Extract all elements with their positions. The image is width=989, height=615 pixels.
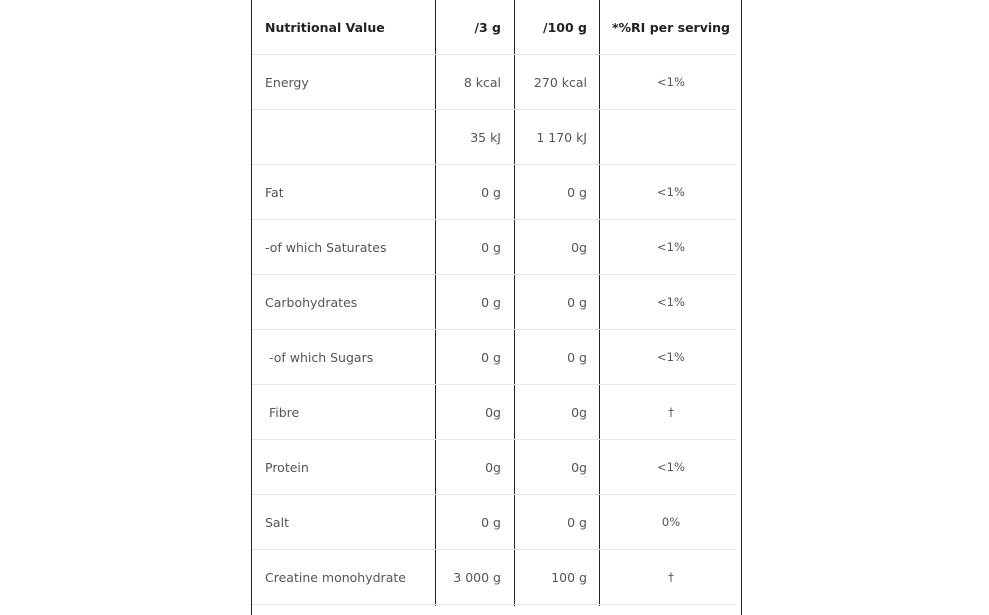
table-row [252,275,741,330]
value-per-serving: 8 kcal [463,75,501,90]
value-per-100g: 0g [571,405,587,420]
header-per-serving: /3 g [474,20,501,35]
value-ri: <1% [657,240,685,254]
nutrient-name: Salt [265,515,289,530]
value-per-serving: 0 g [481,295,501,310]
value-per-100g: 0 g [567,350,587,365]
value-per-100g: 0 g [567,515,587,530]
value-per-serving: 0 g [481,515,501,530]
value-per-100g: 1 170 kJ [536,130,587,145]
value-ri: † [668,570,674,584]
value-per-serving: 0 g [481,240,501,255]
nutrient-name: Creatine monohydrate [265,570,406,585]
table-row [252,110,741,165]
header-ri-per-serving: *%RI per serving [612,20,730,35]
nutrient-name: Protein [265,460,309,475]
table-row [252,385,741,440]
value-per-100g: 0 g [567,295,587,310]
value-ri: <1% [657,295,685,309]
value-ri: <1% [657,460,685,474]
value-per-100g: 100 g [551,570,587,585]
nutrient-name: Fibre [265,405,300,420]
value-per-serving: 35 kJ [470,130,501,145]
value-ri: <1% [657,350,685,364]
value-per-serving: 0g [485,405,501,420]
header-nutritional-value: Nutritional Value [265,20,385,35]
value-per-serving: 0 g [481,350,501,365]
table-row [252,440,741,495]
value-ri [600,110,742,165]
value-per-serving: 0g [485,460,501,475]
table-row [252,220,741,275]
value-per-serving: 3 000 g [453,570,501,585]
value-ri: 0% [661,515,681,529]
nutrient-name: Energy [265,75,309,90]
table-row [252,165,741,220]
table-row [252,550,741,605]
header-per-100g: /100 g [543,20,587,35]
table-header-row [252,0,741,55]
nutrient-name: -of which Saturates [265,240,387,255]
table-row [252,330,741,385]
nutrition-table [251,0,742,615]
value-per-serving: 0 g [481,185,501,200]
value-ri: <1% [657,185,685,199]
nutrient-name: Carbohydrates [265,295,358,310]
value-per-100g: 0g [571,460,587,475]
table-row [252,495,741,550]
value-per-100g: 0g [571,240,587,255]
value-per-100g: 0 g [567,185,587,200]
nutrient-name: Fat [265,185,284,200]
nutrient-name: -of which Sugars [265,350,374,365]
value-ri: † [668,405,674,419]
value-ri: <1% [657,75,685,89]
table-row [252,55,741,110]
value-per-100g: 270 kcal [533,75,587,90]
